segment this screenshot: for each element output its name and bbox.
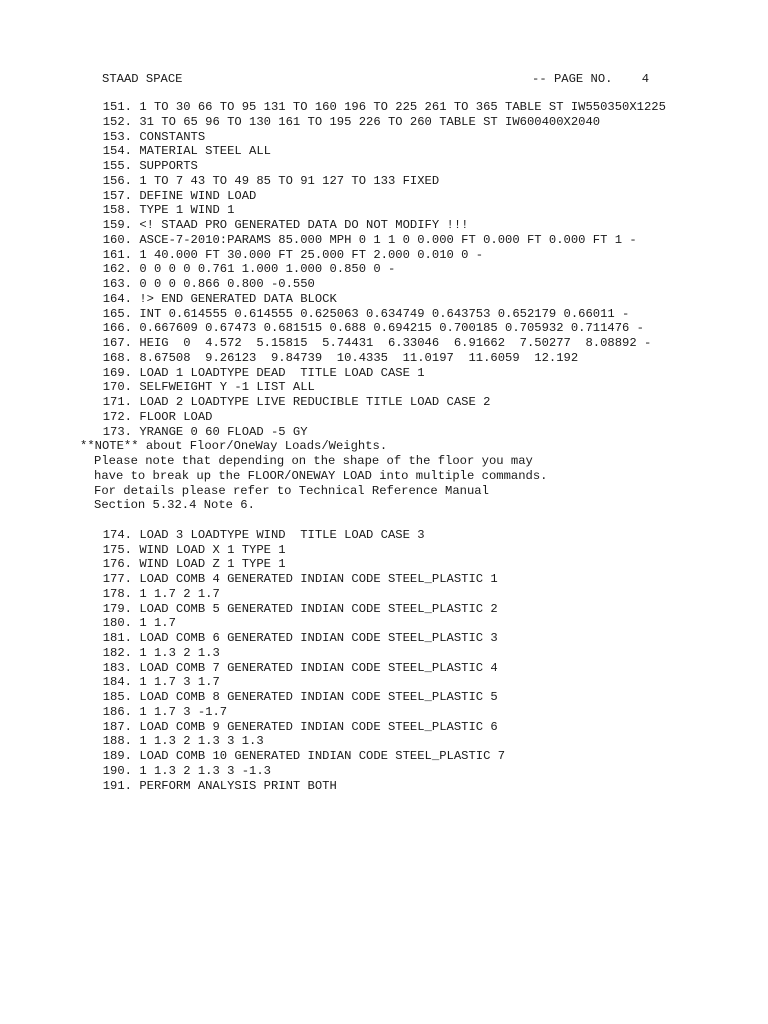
listing-line [80,646,760,661]
listing-line [80,174,760,189]
command-text: 1 TO 30 66 TO 95 131 TO 160 196 TO 225 261 TO 365 TABLE ST IW550350X1225 [139,100,666,114]
command-text: 1 1.3 2 1.3 3 1.3 [139,734,264,749]
listing-line [80,690,760,705]
command-text: WIND LOAD Z 1 TYPE 1 [139,557,286,572]
line-number: 152. [102,114,132,129]
line-number: 173. [102,424,132,439]
line-number: 171. [102,395,132,409]
line-number: 156. [102,173,132,188]
command-text: TYPE 1 WIND 1 [139,203,235,218]
listing-line [80,189,760,204]
listing-line [80,410,760,425]
listing-line [80,602,760,617]
note-line: Section 5.32.4 Note 6. [94,498,255,513]
line-number: 178. [102,586,132,601]
line-number: 186. [102,704,132,719]
listing-line [80,144,760,159]
line-number: 185. [102,690,132,704]
listing-line [80,572,760,587]
line-number: 153. [102,129,132,144]
line-number: 172. [102,409,132,424]
line-number: 162. [102,262,132,277]
command-text: LOAD COMB 9 GENERATED INDIAN CODE STEEL_PLASTIC 6 [139,719,498,734]
listing-line [80,631,760,646]
line-number: 190. [102,763,132,778]
line-number: 165. [102,306,132,321]
command-text: 1 1.7 2 1.7 [139,586,220,601]
listing-line [80,351,760,366]
note-line: have to break up the FLOOR/ONEWAY LOAD into multiple commands. [94,468,548,483]
listing-line [80,248,760,263]
program-title: STAAD SPACE [102,72,183,86]
command-text: LOAD COMB 4 GENERATED INDIAN CODE STEEL_PLASTIC 1 [139,572,498,586]
command-text: LOAD COMB 7 GENERATED INDIAN CODE STEEL_PLASTIC 4 [139,660,498,675]
line-number: 151. [102,100,132,114]
listing-line [80,130,760,145]
command-text: 1 TO 7 43 TO 49 85 TO 91 127 TO 133 FIXED [139,173,440,188]
line-number: 163. [102,277,132,291]
command-text: ASCE-7-2010:PARAMS 85.000 MPH 0 1 1 0 0.000 FT 0.000 FT 0.000 FT 1 - [139,232,637,247]
listing-line [80,321,760,336]
command-text: LOAD 3 LOADTYPE WIND TITLE LOAD CASE 3 [139,527,425,542]
command-text: INT 0.614555 0.614555 0.625063 0.634749 0.643753 0.652179 0.66011 - [139,306,630,321]
command-text: LOAD 2 LOADTYPE LIVE REDUCIBLE TITLE LOAD CASE 2 [139,395,491,409]
listing-line [80,779,760,794]
listing-line [80,115,760,130]
page-header [102,71,662,87]
page-number-label [532,71,649,87]
line-number: 174. [102,527,132,542]
line-number: 188. [102,734,132,749]
line-number: 155. [102,159,132,173]
listing-line [80,720,760,735]
command-text: <! STAAD PRO GENERATED DATA DO NOT MODIFY !!! [139,218,469,232]
listing-line [80,395,760,410]
command-text: SUPPORTS [139,159,198,173]
listing-block-commands [80,100,760,439]
listing-line [80,100,760,115]
line-number: 154. [102,144,132,159]
blank-line [80,513,760,528]
command-text: 1 1.7 3 1.7 [139,675,220,690]
line-number: 164. [102,291,132,306]
line-number: 182. [102,645,132,660]
listing-line [80,366,760,381]
line-number: 167. [102,336,132,350]
command-text: DEFINE WIND LOAD [139,188,257,203]
command-text: 0 0 0 0.866 0.800 -0.550 [139,277,315,291]
listing-line [80,661,760,676]
listing-block-load-combinations [80,528,760,794]
listing-line [80,528,760,543]
command-text: 31 TO 65 96 TO 130 161 TO 195 226 TO 260 TABLE ST IW600400X2040 [139,114,601,129]
command-text: 8.67508 9.26123 9.84739 10.4335 11.0197 11.6059 12.192 [139,350,579,365]
line-number: 160. [102,232,132,247]
page-label: -- PAGE NO. [532,72,613,86]
line-number: 158. [102,203,132,218]
line-number: 180. [102,616,132,631]
command-text: 1 1.3 2 1.3 [139,645,220,660]
command-text: 1 1.7 3 -1.7 [139,704,228,719]
line-number: 157. [102,188,132,203]
line-number: 170. [102,380,132,395]
command-text: 1 40.000 FT 30.000 FT 25.000 FT 2.000 0.010 0 - [139,247,484,262]
page-number: 4 [641,72,650,86]
command-text: YRANGE 0 60 FLOAD -5 GY [139,424,308,439]
note-line: For details please refer to Technical Reference Manual [94,483,489,498]
listing-line [80,587,760,602]
listing-line [80,203,760,218]
line-number: 184. [102,675,132,690]
command-text: WIND LOAD X 1 TYPE 1 [139,542,286,557]
command-text: SELFWEIGHT Y -1 LIST ALL [139,380,315,395]
line-number: 189. [102,749,132,763]
listing-line [80,380,760,395]
command-text: LOAD COMB 10 GENERATED INDIAN CODE STEEL_PLASTIC 7 [139,749,506,763]
command-text: PERFORM ANALYSIS PRINT BOTH [139,778,337,793]
note-line: Please note that depending on the shape of the floor you may [94,454,533,468]
note-heading: **NOTE** about Floor/OneWay Loads/Weights. [80,439,388,454]
command-text: 1 1.3 2 1.3 3 -1.3 [139,763,271,778]
line-number: 187. [102,719,132,734]
command-text: HEIG 0 4.572 5.15815 5.74431 6.33046 6.91662 7.50277 8.08892 - [139,336,652,350]
line-number: 161. [102,247,132,262]
line-number: 159. [102,218,132,232]
command-text: CONSTANTS [139,129,206,144]
command-text: FLOOR LOAD [139,409,213,424]
listing-line [80,705,760,720]
input-listing [80,100,760,793]
listing-line [80,336,760,351]
listing-line [80,159,760,174]
line-number: 191. [102,778,132,793]
listing-line [80,425,760,440]
command-text: 0 0 0 0 0.761 1.000 1.000 0.850 0 - [139,262,396,277]
line-number: 177. [102,572,132,586]
command-text: MATERIAL STEEL ALL [139,144,271,159]
listing-line [80,307,760,322]
listing-line [80,749,760,764]
line-number: 166. [102,321,132,336]
line-number: 175. [102,542,132,557]
command-text: 0.667609 0.67473 0.681515 0.688 0.694215 0.700185 0.705932 0.711476 - [139,321,644,336]
listing-line [80,734,760,749]
command-text: LOAD COMB 5 GENERATED INDIAN CODE STEEL_PLASTIC 2 [139,601,498,616]
line-number: 176. [102,557,132,572]
line-number: 169. [102,365,132,380]
command-text: LOAD 1 LOADTYPE DEAD TITLE LOAD CASE 1 [139,365,425,380]
listing-line [80,543,760,558]
command-text: 1 1.7 [139,616,176,631]
listing-line [80,764,760,779]
listing-line [80,557,760,572]
command-text: LOAD COMB 8 GENERATED INDIAN CODE STEEL_PLASTIC 5 [139,690,498,704]
command-text: !> END GENERATED DATA BLOCK [139,291,337,306]
line-number: 168. [102,350,132,365]
listing-line [80,262,760,277]
listing-line [80,277,760,292]
listing-line [80,233,760,248]
command-text: LOAD COMB 6 GENERATED INDIAN CODE STEEL_PLASTIC 3 [139,631,498,645]
listing-line [80,218,760,233]
line-number: 181. [102,631,132,645]
line-number: 179. [102,601,132,616]
line-number: 183. [102,660,132,675]
listing-line [80,675,760,690]
listing-line [80,292,760,307]
listing-line [80,616,760,631]
